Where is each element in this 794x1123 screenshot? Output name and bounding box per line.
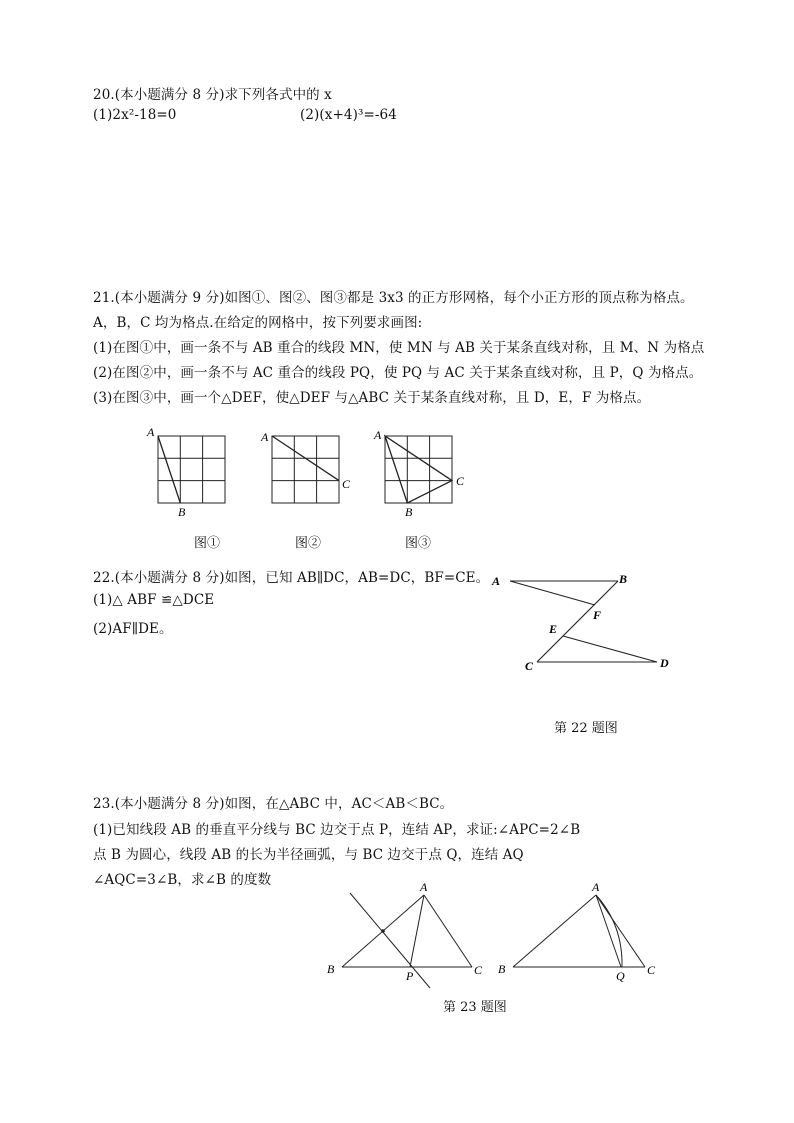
q23-line3: ∠AQC=3∠B，求∠B 的度数 [93,872,272,888]
q21-title: 21.(本小题满分 9 分)如图①、图②、图③都是 3x3 的正方形网格，每个小正方形的顶点称为格点。 [93,290,694,306]
label-b: B [327,962,335,976]
label-e: E [549,622,558,636]
label-c: C [456,474,465,488]
label-f: F [593,608,602,622]
q23-title: 23.(本小题满分 8 分)如图，在△ABC 中，AC＜AB＜BC。 [93,796,454,812]
segment-ab [158,436,180,503]
label-b: B [178,505,186,519]
fig3-caption: 图③ [405,536,432,551]
label-c: C [474,963,483,977]
grid-figure-3 [367,422,477,522]
label-d: D [660,656,669,670]
q21-item1: (1)在图①中，画一条不与 AB 重合的线段 MN，使 MN 与 AB 关于某条直线对称，且 M、N 为格点 [93,340,705,356]
label-p: P [406,969,414,983]
q23-line2: 点 B 为圆心，线段 AB 的长为半径画弧，与 BC 边交于点 Q，连结 AQ [93,847,524,863]
segment-de [563,636,657,662]
label-b: B [498,962,506,976]
label-a: A [420,880,428,894]
q23-item1: (1)已知线段 AB 的垂直平分线与 BC 边交于点 P，连结 AP，求证:∠APC=2∠B [93,822,581,838]
q22-item1: (1)△ ABF ≌△DCE [93,592,215,608]
label-a: A [592,880,600,894]
label-c: C [525,659,534,673]
q23-caption: 第 23 题图 [443,1000,507,1015]
q23-figure-1 [320,880,500,990]
fig1-caption: 图① [194,536,221,551]
segment-af [510,581,595,605]
label-a: A [492,574,501,588]
label-a: A [261,430,269,444]
q21-item2: (2)在图②中，画一条不与 AC 重合的线段 PQ，使 PQ 与 AC 关于某条直线对称，且 P，Q 为格点。 [93,365,703,381]
q22-title: 22.(本小题满分 8 分)如图，已知 AB∥DC，AB=DC，BF=CE。 [93,570,490,586]
q22-item2: (2)AF∥DE。 [93,621,173,637]
midpoint-dot [381,929,385,933]
segment-ab [513,895,596,967]
segment-ac [596,895,645,967]
label-b: B [619,572,628,586]
label-a: A [147,425,155,439]
label-c: C [342,477,351,491]
q21-item3: (3)在图③中，画一个△DEF，使△DEF 与△ABC 关于某条直线对称，且 D，E，F 为格点。 [93,390,651,406]
q20-part1: (1)2x²-18=0 [93,107,177,123]
triangle-abc [385,436,452,503]
label-q: Q [616,969,625,983]
q20-title: 20.(本小题满分 8 分)求下列各式中的 x [93,87,332,103]
label-c: C [647,963,656,977]
label-a: A [374,428,382,442]
fig2-caption: 图② [295,536,322,551]
q23-figure-2 [495,880,665,990]
label-b: B [405,505,413,519]
q20-part2: (2)(x+4)³=-64 [300,107,397,123]
q21-line2: A，B，C 均为格点.在给定的网格中，按下列要求画图: [93,315,423,331]
perpendicular-bisector [350,893,430,988]
grid-figure-2 [254,422,364,522]
segment-ac [424,895,472,967]
q22-caption: 第 22 题图 [554,721,618,736]
q22-figure [485,566,685,681]
grid-figure-1 [140,422,240,522]
